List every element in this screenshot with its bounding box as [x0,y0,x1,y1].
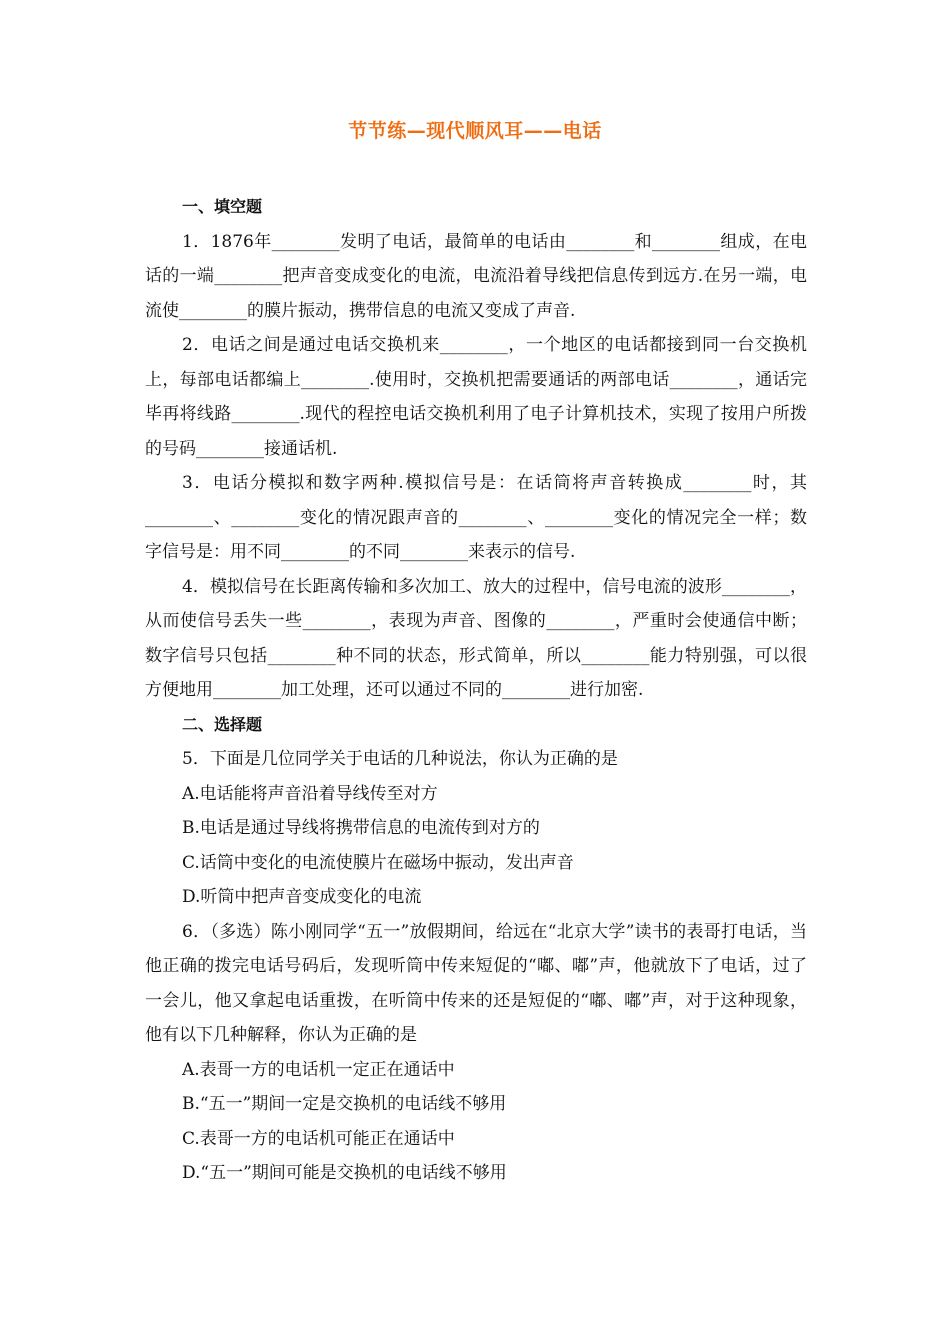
question-5-option-a: A.电话能将声音沿着导线传至对方 [182,783,438,804]
question-6-option-b: B.“五一”期间一定是交换机的电话线不够用 [182,1094,507,1114]
section-heading-multiple-choice: 二、选择题 [182,714,263,734]
document-title: 节节练—现代顺风耳——电话 [348,120,602,142]
question-6-option-c: C.表哥一方的电话机可能正在通话中 [182,1128,455,1149]
question-6-stem: 6．（多选）陈小刚同学“五一”放假期间，给远在“北京大学”读书的表哥打电话，当他正确的拨完电话号码后，发现听筒中传来短促的“嘟、嘟”声，他就放下了电话，过了一会儿，他又拿起电话重拨，在听筒中传来的还是短促的“嘟、嘟”声，对于这种现象，他有以下几种解释，你认为正确的是 [145,921,807,1045]
question-1: 1．1876年________发明了电话，最简单的电话由________和________组成，在电话的一端________把声音变成变化的电流，电流沿着导线把信息传到远方.在另一端，电流使________的膜片振动，携带信息的电流又变成了声音. [145,231,807,321]
question-5-stem: 5．下面是几位同学关于电话的几种说法，你认为正确的是 [182,749,618,769]
document-body [145,190,807,1191]
question-3: 3．电话分模拟和数字两种.模拟信号是：在话筒将声音转换成________时，其________、________变化的情况跟声音的________、________变化的情况完全一样；数字信号是：用不同________的不同________来表示的信号. [145,473,807,562]
section-heading-fill-in: 一、填空题 [182,197,263,216]
question-5-option-b: B.电话是通过导线将携带信息的电流传到对方的 [182,818,540,838]
question-4: 4．模拟信号在长距离传输和多次加工、放大的过程中，信号电流的波形________，从而使信号丢失一些________，表现为声音、图像的________，严重时会使通信中断；数字信号只包括________种不同的状态，形式简单，所以________能力特别强，可以很方便地用________加工处理，还可以通过不同的________进行加密. [145,576,807,700]
question-2: 2．电话之间是通过电话交换机来________，一个地区的电话都接到同一台交换机上，每部电话都编上________.使用时，交换机把需要通话的两部电话________，通话完毕再将线路________.现代的程控电话交换机利用了电子计算机技术，实现了按用户所拨的号码________接通话机. [145,335,807,459]
question-5-option-d: D.听筒中把声音变成变化的电流 [182,887,422,907]
question-6-option-a: A.表哥一方的电话机一定正在通话中 [182,1059,455,1080]
question-6-option-d: D.“五一”期间可能是交换机的电话线不够用 [182,1163,507,1183]
question-5-option-c: C.话筒中变化的电流使膜片在磁场中振动，发出声音 [182,852,574,873]
